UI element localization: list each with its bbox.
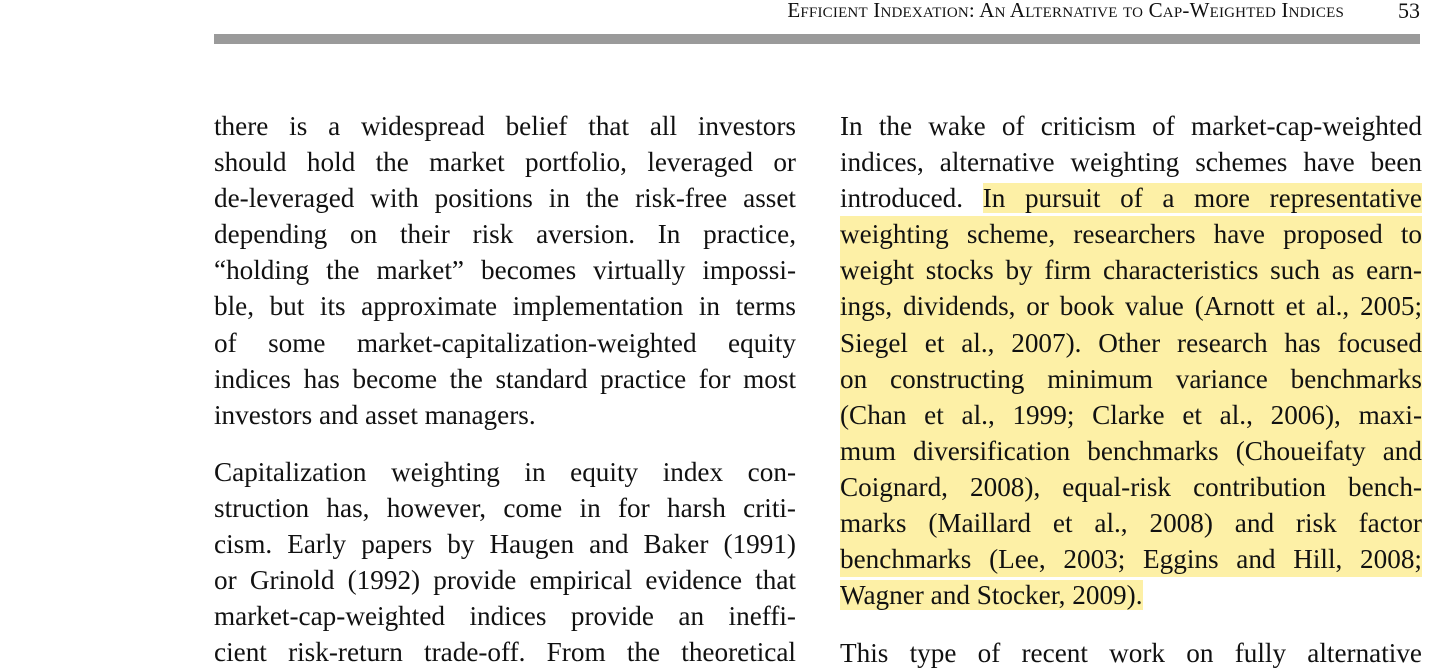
text-line: “holding the market” becomes virtually impossi- <box>214 255 796 286</box>
highlighted-line[interactable]: on constructing minimum variance benchmarks <box>840 361 1422 397</box>
running-title: Efficient Indexation: An Alternative to Cap-Weighted Indices <box>787 0 1344 22</box>
text-line: cism. Early papers by Haugen and Baker (1991) <box>214 529 796 560</box>
text-line: market-cap-weighted indices provide an ineffi- <box>214 601 796 632</box>
plain-text: introduced. <box>840 183 964 214</box>
text-line: should hold the market portfolio, leveraged or <box>214 147 796 178</box>
highlighted-line[interactable]: ings, dividends, or book value (Arnott et al., 2005; <box>840 288 1422 324</box>
text-line: de-leveraged with positions in the risk-free asset <box>214 183 796 214</box>
right-column <box>840 108 1422 671</box>
highlighted-line[interactable]: Coignard, 2008), equal-risk contribution bench- <box>840 469 1422 505</box>
highlighted-line[interactable]: weight stocks by firm characteristics such as earn- <box>840 252 1422 288</box>
paragraph-gap <box>840 613 1422 635</box>
text-line: indices, alternative weighting schemes have been <box>840 147 1422 178</box>
text-line-mixed <box>840 180 1422 216</box>
paragraph-3 <box>840 108 1422 613</box>
text-line: indices has become the standard practice for most <box>214 363 796 394</box>
running-header <box>214 0 1420 24</box>
text-line: Capitalization weighting in equity index con- <box>214 456 796 487</box>
highlighted-line[interactable]: marks (Maillard et al., 2008) and risk factor <box>840 505 1422 541</box>
text-line: struction has, however, come in for harsh criti- <box>214 492 796 523</box>
text-line: ble, but its approximate implementation in terms <box>214 291 796 322</box>
paragraph-1 <box>214 108 796 433</box>
highlighted-text[interactable]: In pursuit of a more representative <box>982 183 1422 214</box>
highlighted-line-last[interactable] <box>840 577 1422 613</box>
highlighted-line[interactable]: Siegel et al., 2007). Other research has focused <box>840 325 1422 361</box>
text-line: of some market-capitalization-weighted equity <box>214 327 796 358</box>
paragraph-gap <box>214 433 796 454</box>
text-line: In the wake of criticism of market-cap-weighted <box>840 111 1422 141</box>
text-line: there is a widespread belief that all investors <box>214 111 796 141</box>
text-line: investors and asset managers. <box>214 399 536 430</box>
left-column <box>214 108 796 670</box>
highlighted-text[interactable]: Wagner and Stocker, 2009). <box>840 580 1143 611</box>
text-line: This type of recent work on fully alternative <box>840 638 1422 669</box>
highlighted-line[interactable]: benchmarks (Lee, 2003; Eggins and Hill, 2008; <box>840 541 1422 577</box>
page-number: 53 <box>1398 0 1420 23</box>
paragraph-2 <box>214 454 796 671</box>
highlighted-line[interactable]: (Chan et al., 1999; Clarke et al., 2006), maxi- <box>840 397 1422 433</box>
text-line: or Grinold (1992) provide empirical evidence that <box>214 565 796 596</box>
highlighted-line[interactable]: weighting scheme, researchers have proposed to <box>840 216 1422 252</box>
highlighted-line[interactable]: mum diversification benchmarks (Choueifaty and <box>840 433 1422 469</box>
text-line: cient risk-return trade-off. From the theoretical <box>214 637 796 668</box>
text-line: depending on their risk aversion. In practice, <box>214 219 796 250</box>
header-rule <box>214 34 1420 44</box>
